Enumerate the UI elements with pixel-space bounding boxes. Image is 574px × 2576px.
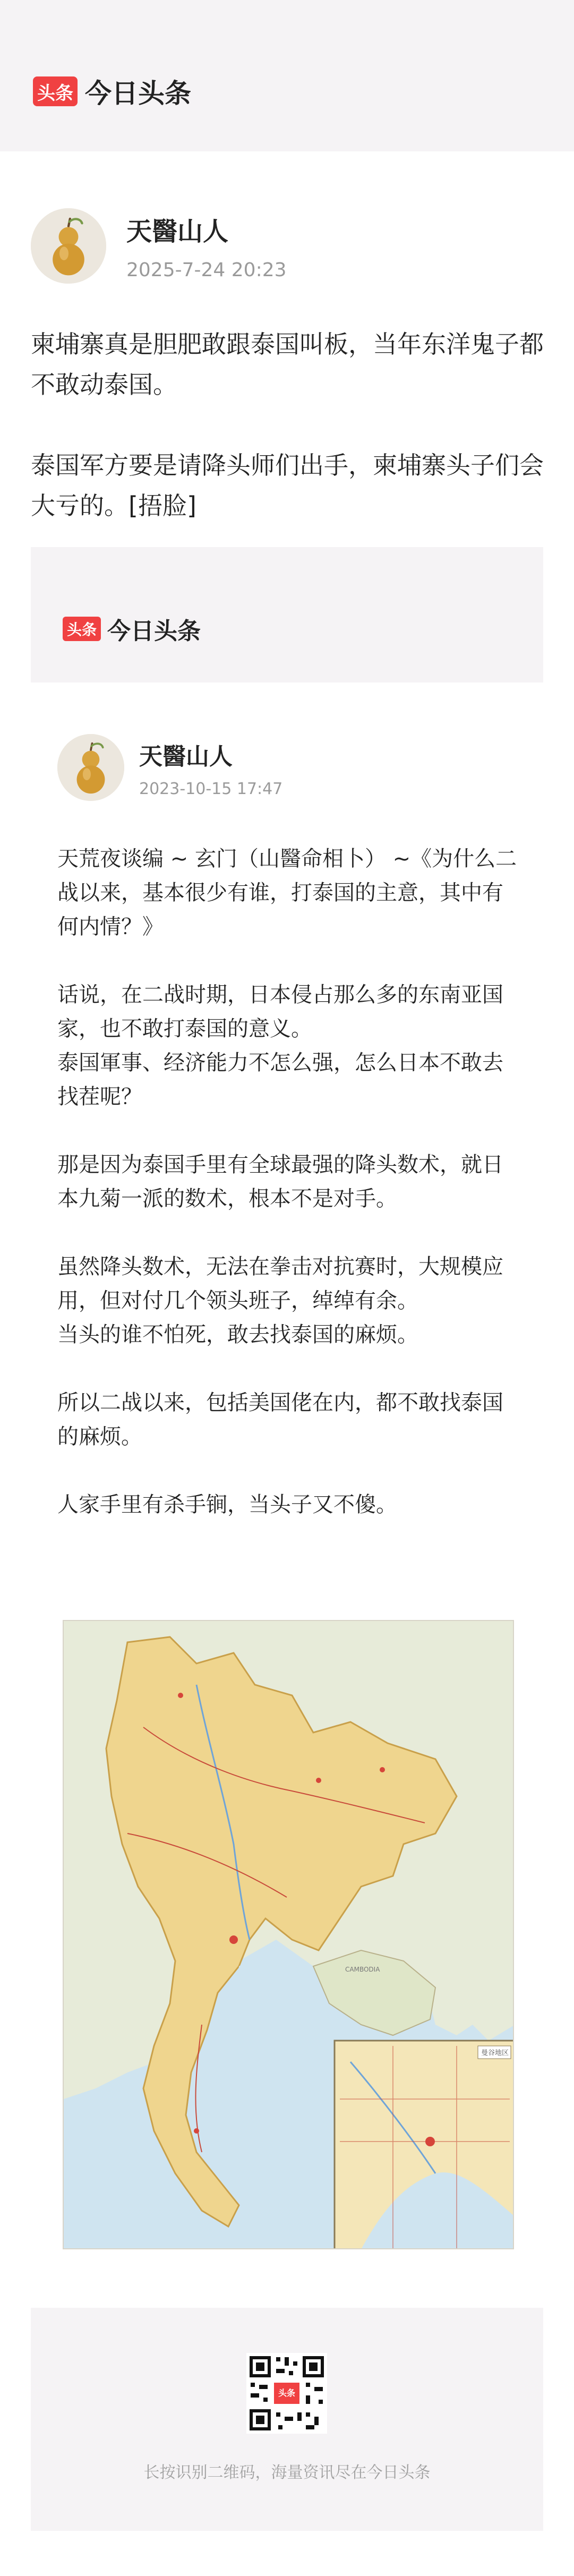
quoted-author-name[interactable]: 天醫山人 bbox=[139, 743, 233, 770]
quoted-toutiao-logo bbox=[63, 612, 201, 646]
quoted-author[interactable] bbox=[57, 734, 282, 801]
map-illustration bbox=[64, 1621, 514, 2249]
gourd-icon bbox=[57, 734, 124, 801]
quoted-line: 所以二战以来，包括美国佬在内，都不敢找泰国的麻烦。 bbox=[57, 1391, 503, 1449]
logo-badge: 头条 bbox=[63, 617, 101, 641]
quoted-line: 当头的谁不怕死，敢去找泰国的麻烦。 bbox=[57, 1323, 418, 1347]
quoted-paragraph bbox=[57, 1148, 519, 1216]
map-country-label: CAMBODIA bbox=[345, 1966, 380, 1973]
qr-code[interactable] bbox=[246, 2353, 327, 2434]
author-avatar[interactable] bbox=[31, 208, 106, 284]
quoted-paragraph bbox=[57, 1488, 519, 1522]
logo-name: 今日头条 bbox=[85, 78, 191, 109]
quoted-post-body bbox=[57, 842, 519, 1522]
quoted-line: 天荒夜谈编 ~ 玄门（山醫命相卜） ~《为什么二战以来，基本很少有谁，打泰国的主意，其中有何内情？》 bbox=[57, 847, 517, 939]
quoted-line: 话说，在二战时期，日本侵占那么多的东南亚国家，也不敢打泰国的意义。 bbox=[57, 983, 503, 1041]
qr-logo-badge: 头条 bbox=[278, 2388, 295, 2398]
quoted-paragraph bbox=[57, 842, 519, 944]
footer-caption: 长按识别二维码，海量资讯尽在今日头条 bbox=[143, 2463, 431, 2482]
quoted-line: 虽然降头数术，无法在拳击对抗赛时，大规模应用，但对付几个领头班子，绰绰有余。 bbox=[57, 1255, 503, 1313]
quoted-line: 人家手里有杀手锏，当头子又不傻。 bbox=[57, 1492, 397, 1517]
post-date: 2025-7-24 20:23 bbox=[126, 259, 287, 281]
gourd-icon bbox=[31, 208, 106, 284]
footer-card bbox=[31, 2308, 543, 2531]
quoted-line: 泰国軍事、经济能力不怎么强，怎么日本不敢去找茬呢？ bbox=[57, 1051, 503, 1109]
author-name[interactable]: 天醫山人 bbox=[126, 217, 229, 246]
quoted-post-date: 2023-10-15 17:47 bbox=[139, 779, 283, 798]
logo-name: 今日头条 bbox=[107, 618, 201, 645]
post-body bbox=[31, 324, 551, 526]
quoted-paragraph bbox=[57, 1250, 519, 1352]
thailand-map-image[interactable] bbox=[63, 1620, 514, 2249]
post-author[interactable] bbox=[31, 208, 287, 284]
toutiao-logo bbox=[33, 72, 191, 110]
logo-badge: 头条 bbox=[33, 76, 78, 106]
quoted-post-card[interactable] bbox=[31, 547, 543, 2287]
quoted-paragraph bbox=[57, 978, 519, 1114]
post-paragraph: 柬埔寨真是胆肥敢跟泰国叫板，当年东洋鬼子都不敢动泰国。 bbox=[31, 330, 544, 399]
post-paragraph: 泰国军方要是请降头师们出手，柬埔寨头子们会大亏的。[捂脸] bbox=[31, 451, 544, 520]
quoted-paragraph bbox=[57, 1386, 519, 1454]
quoted-line: 那是因为泰国手里有全球最强的降头数术，就日本九菊一派的数术，根本不是对手。 bbox=[57, 1153, 503, 1211]
inset-map-title: 曼谷地区 bbox=[481, 2049, 509, 2057]
quoted-author-avatar[interactable] bbox=[57, 734, 124, 801]
